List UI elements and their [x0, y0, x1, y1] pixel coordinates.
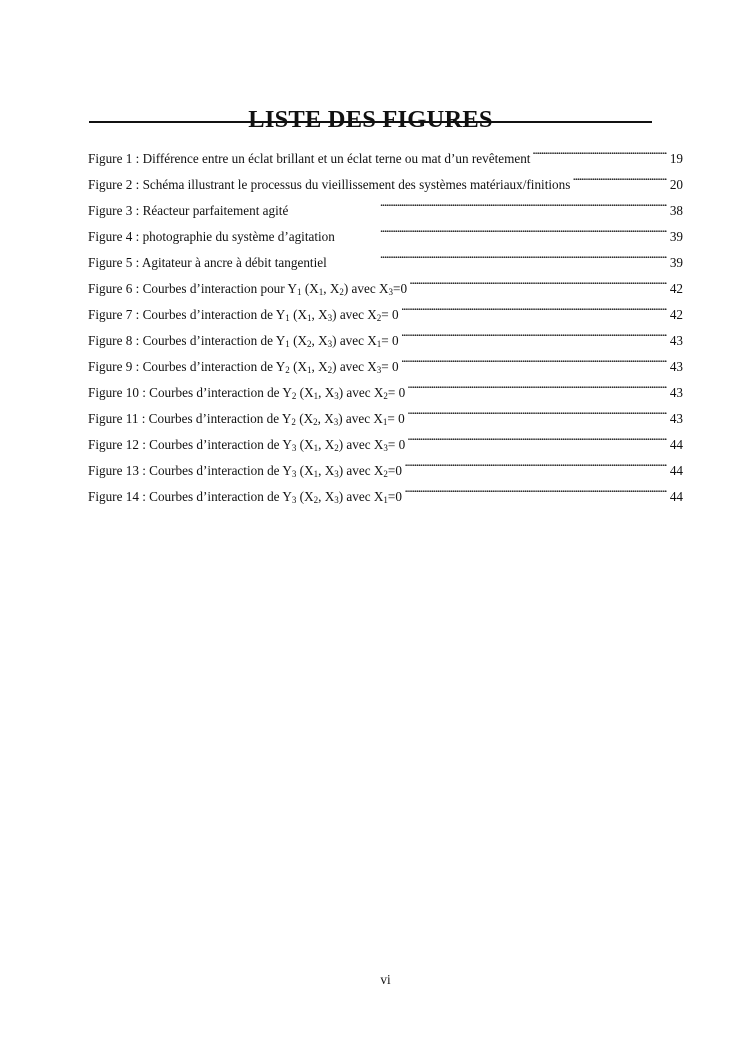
figure-entry-subscript: 1: [376, 339, 382, 349]
figure-entry-text: [88, 250, 327, 276]
figure-entry-subscript: 2: [327, 365, 333, 375]
figure-entry-subscript: 3: [383, 443, 388, 453]
figure-entry-text-segment: Figure 3 : Réacteur parfaitement agité: [88, 203, 289, 218]
figure-entry-subscript: 1: [313, 391, 319, 401]
figure-page-number: 38: [669, 203, 683, 218]
figure-entry-subscript: 3: [376, 365, 382, 375]
figure-entry-text-segment: , X: [317, 411, 334, 426]
figure-entry-subscript: 2: [334, 443, 339, 453]
figure-entry-text: [88, 380, 405, 406]
figure-entry-subscript: 1: [383, 495, 388, 505]
figure-entry-subscript: 1: [382, 417, 388, 427]
figure-entry-text-segment: Figure 6 : Courbes d’interaction pour Y: [88, 281, 298, 296]
figure-entry-subscript: 2: [376, 313, 382, 323]
figure-entry-subscript: 3: [333, 417, 339, 427]
figure-entry-subscript: 2: [383, 391, 388, 401]
figure-entry-text-segment: , X: [318, 463, 335, 478]
figure-entry-subscript: 3: [334, 495, 339, 505]
figure-entry-subscript: 3: [291, 443, 297, 453]
figure-entry-subscript: 2: [291, 417, 296, 427]
figure-entry-text-segment: Figure 8 : Courbes d’interaction de Y: [88, 333, 286, 348]
figure-page-number: 44: [669, 463, 683, 478]
figure-entry-subscript: 2: [307, 339, 312, 349]
figure-entry-subscript: 1: [313, 443, 319, 453]
figure-entry-text-segment: ) avec X: [332, 307, 377, 322]
figure-entry-text-segment: ) avec X: [338, 463, 384, 478]
figure-entry-text-segment: , X: [311, 333, 328, 348]
figure-entry-text-segment: Figure 12 : Courbes d’interaction de Y: [88, 437, 292, 452]
figure-page-number: 39: [669, 229, 683, 244]
figure-entry-text-segment: = 0: [381, 307, 399, 322]
figure-page-number: 43: [669, 333, 683, 348]
figure-entry-text-segment: = 0: [387, 437, 406, 452]
dot-leader: [291, 189, 667, 215]
figure-entry-text-segment: Figure 2 : Schéma illustrant le processus du vieillissement des systèmes matériaux/finitions: [88, 177, 571, 192]
figure-entry-text-segment: Figure 13 : Courbes d’interaction de Y: [88, 463, 292, 478]
figure-page-number: 42: [669, 281, 683, 296]
figure-entry-text-segment: = 0: [387, 385, 406, 400]
figure-entry-text: [88, 432, 405, 458]
figure-entry-text-segment: (X: [296, 437, 314, 452]
figure-entry-text-segment: (X: [296, 489, 314, 504]
figure-entry-text-segment: Figure 1 : Différence entre un éclat brillant et un éclat terne ou mat d’un revêtement: [88, 151, 531, 166]
figure-entry-text: [88, 302, 399, 328]
figure-entry-subscript: 2: [285, 365, 290, 375]
figure-entry-subscript: 1: [307, 365, 312, 375]
figure-entry-subscript: 2: [383, 469, 388, 479]
figure-entry-text-segment: (X: [296, 463, 314, 478]
figure-entry-subscript: 1: [313, 469, 319, 479]
figure-entry-text-segment: Figure 10 : Courbes d’interaction de Y: [88, 385, 292, 400]
figure-entry-text-segment: (X: [289, 359, 307, 374]
figure-entry-subscript: 1: [318, 287, 324, 297]
dot-leader: [408, 397, 667, 423]
figure-page-number: 39: [669, 255, 683, 270]
figure-entry-text: [88, 224, 335, 250]
figure-page-number: 19: [669, 151, 683, 166]
figure-entry-subscript: 2: [313, 417, 318, 427]
dot-leader: [338, 215, 667, 241]
figure-entry-text-segment: Figure 14 : Courbes d’interaction de Y: [88, 489, 292, 504]
figure-entry-text: [88, 458, 402, 484]
figure-entry-text-segment: Figure 4 : photographie du système d’agitation: [88, 229, 335, 244]
figure-entry-subscript: 3: [334, 391, 339, 401]
figure-entry-text-segment: ) avec X: [338, 411, 383, 426]
figure-entry-text-segment: (X: [289, 307, 307, 322]
figure-entry-text: [88, 484, 402, 510]
page-title: LISTE DES FIGURES: [248, 106, 493, 134]
figure-entry-subscript: 3: [291, 495, 297, 505]
dot-leader: [402, 319, 667, 345]
figure-entry-subscript: 3: [327, 313, 333, 323]
figure-entry-text: [88, 146, 530, 172]
figure-entry-subscript: 3: [388, 287, 394, 297]
figure-entry-text: [88, 328, 399, 354]
figure-entry-text-segment: =0: [387, 489, 402, 504]
figure-entry[interactable]: [88, 137, 683, 166]
figure-entry-text-segment: ) avec X: [332, 359, 377, 374]
figure-entry-subscript: 1: [307, 313, 312, 323]
figure-entry-text-segment: =0: [387, 463, 402, 478]
figure-entry-text-segment: Figure 11 : Courbes d’interaction de Y: [88, 411, 292, 426]
figure-entry-text-segment: = 0: [387, 411, 405, 426]
figure-entry-subscript: 1: [297, 287, 302, 297]
figure-entry-text: [88, 406, 405, 432]
figure-entry-subscript: 3: [327, 339, 333, 349]
figure-entry-subscript: 1: [285, 313, 290, 323]
figure-entry-text-segment: Figure 7 : Courbes d’interaction de Y: [88, 307, 286, 322]
dot-leader: [533, 137, 666, 163]
figure-entry-text-segment: , X: [311, 307, 328, 322]
figure-entry-subscript: 3: [334, 469, 339, 479]
figure-entry-subscript: 1: [285, 339, 290, 349]
figure-entry-text-segment: (X: [296, 385, 314, 400]
figure-entry-text: [88, 198, 288, 224]
figure-page-number: 44: [669, 489, 683, 504]
dot-leader: [405, 475, 667, 501]
figure-page-number: 42: [669, 307, 683, 322]
figure-page-number: 44: [669, 437, 683, 452]
figure-page-number: 43: [669, 411, 683, 426]
figure-entry-text-segment: ) avec X: [343, 281, 389, 296]
figure-entry-text-segment: (X: [295, 411, 314, 426]
figure-page-number: 20: [669, 177, 683, 192]
figure-entry-text-segment: , X: [318, 385, 335, 400]
dot-leader: [408, 371, 667, 397]
figure-entry-text-segment: ) avec X: [338, 385, 384, 400]
dot-leader: [402, 293, 667, 319]
figure-entry-text-segment: = 0: [381, 359, 399, 374]
dot-leader: [405, 449, 667, 475]
figure-entry-text-segment: , X: [311, 359, 328, 374]
figure-entry-text-segment: , X: [318, 437, 335, 452]
dot-leader: [408, 423, 667, 449]
figure-entry-subscript: 2: [313, 495, 319, 505]
figure-entry-text-segment: ) avec X: [338, 489, 384, 504]
figure-page-number: 43: [669, 359, 683, 374]
figure-entry-subscript: 2: [339, 287, 344, 297]
dot-leader: [330, 241, 667, 267]
figure-entry-text-segment: , X: [318, 489, 335, 504]
figure-entry-text-segment: (X: [301, 281, 319, 296]
figure-entry-text: [88, 276, 407, 302]
figure-entry-text-segment: (X: [289, 333, 307, 348]
figure-list: [88, 137, 683, 505]
dot-leader: [410, 267, 667, 293]
figure-entry-text-segment: = 0: [381, 333, 399, 348]
figure-entry-text-segment: ) avec X: [338, 437, 384, 452]
figure-entry-subscript: 3: [291, 469, 297, 479]
figure-entry-text-segment: , X: [323, 281, 340, 296]
figure-entry-subscript: 2: [291, 391, 297, 401]
dot-leader: [402, 345, 667, 371]
page-number: vi: [380, 972, 391, 987]
figure-entry-text-segment: ) avec X: [332, 333, 377, 348]
figure-entry-text-segment: Figure 9 : Courbes d’interaction de Y: [88, 359, 286, 374]
dot-leader: [573, 163, 666, 189]
figure-entry-text-segment: Figure 5 : Agitateur à ancre à débit tangentiel: [88, 255, 327, 270]
figure-page-number: 43: [669, 385, 683, 400]
figure-entry-text: [88, 354, 399, 380]
figure-entry-text-segment: =0: [393, 281, 408, 296]
title-underline: [89, 121, 652, 123]
